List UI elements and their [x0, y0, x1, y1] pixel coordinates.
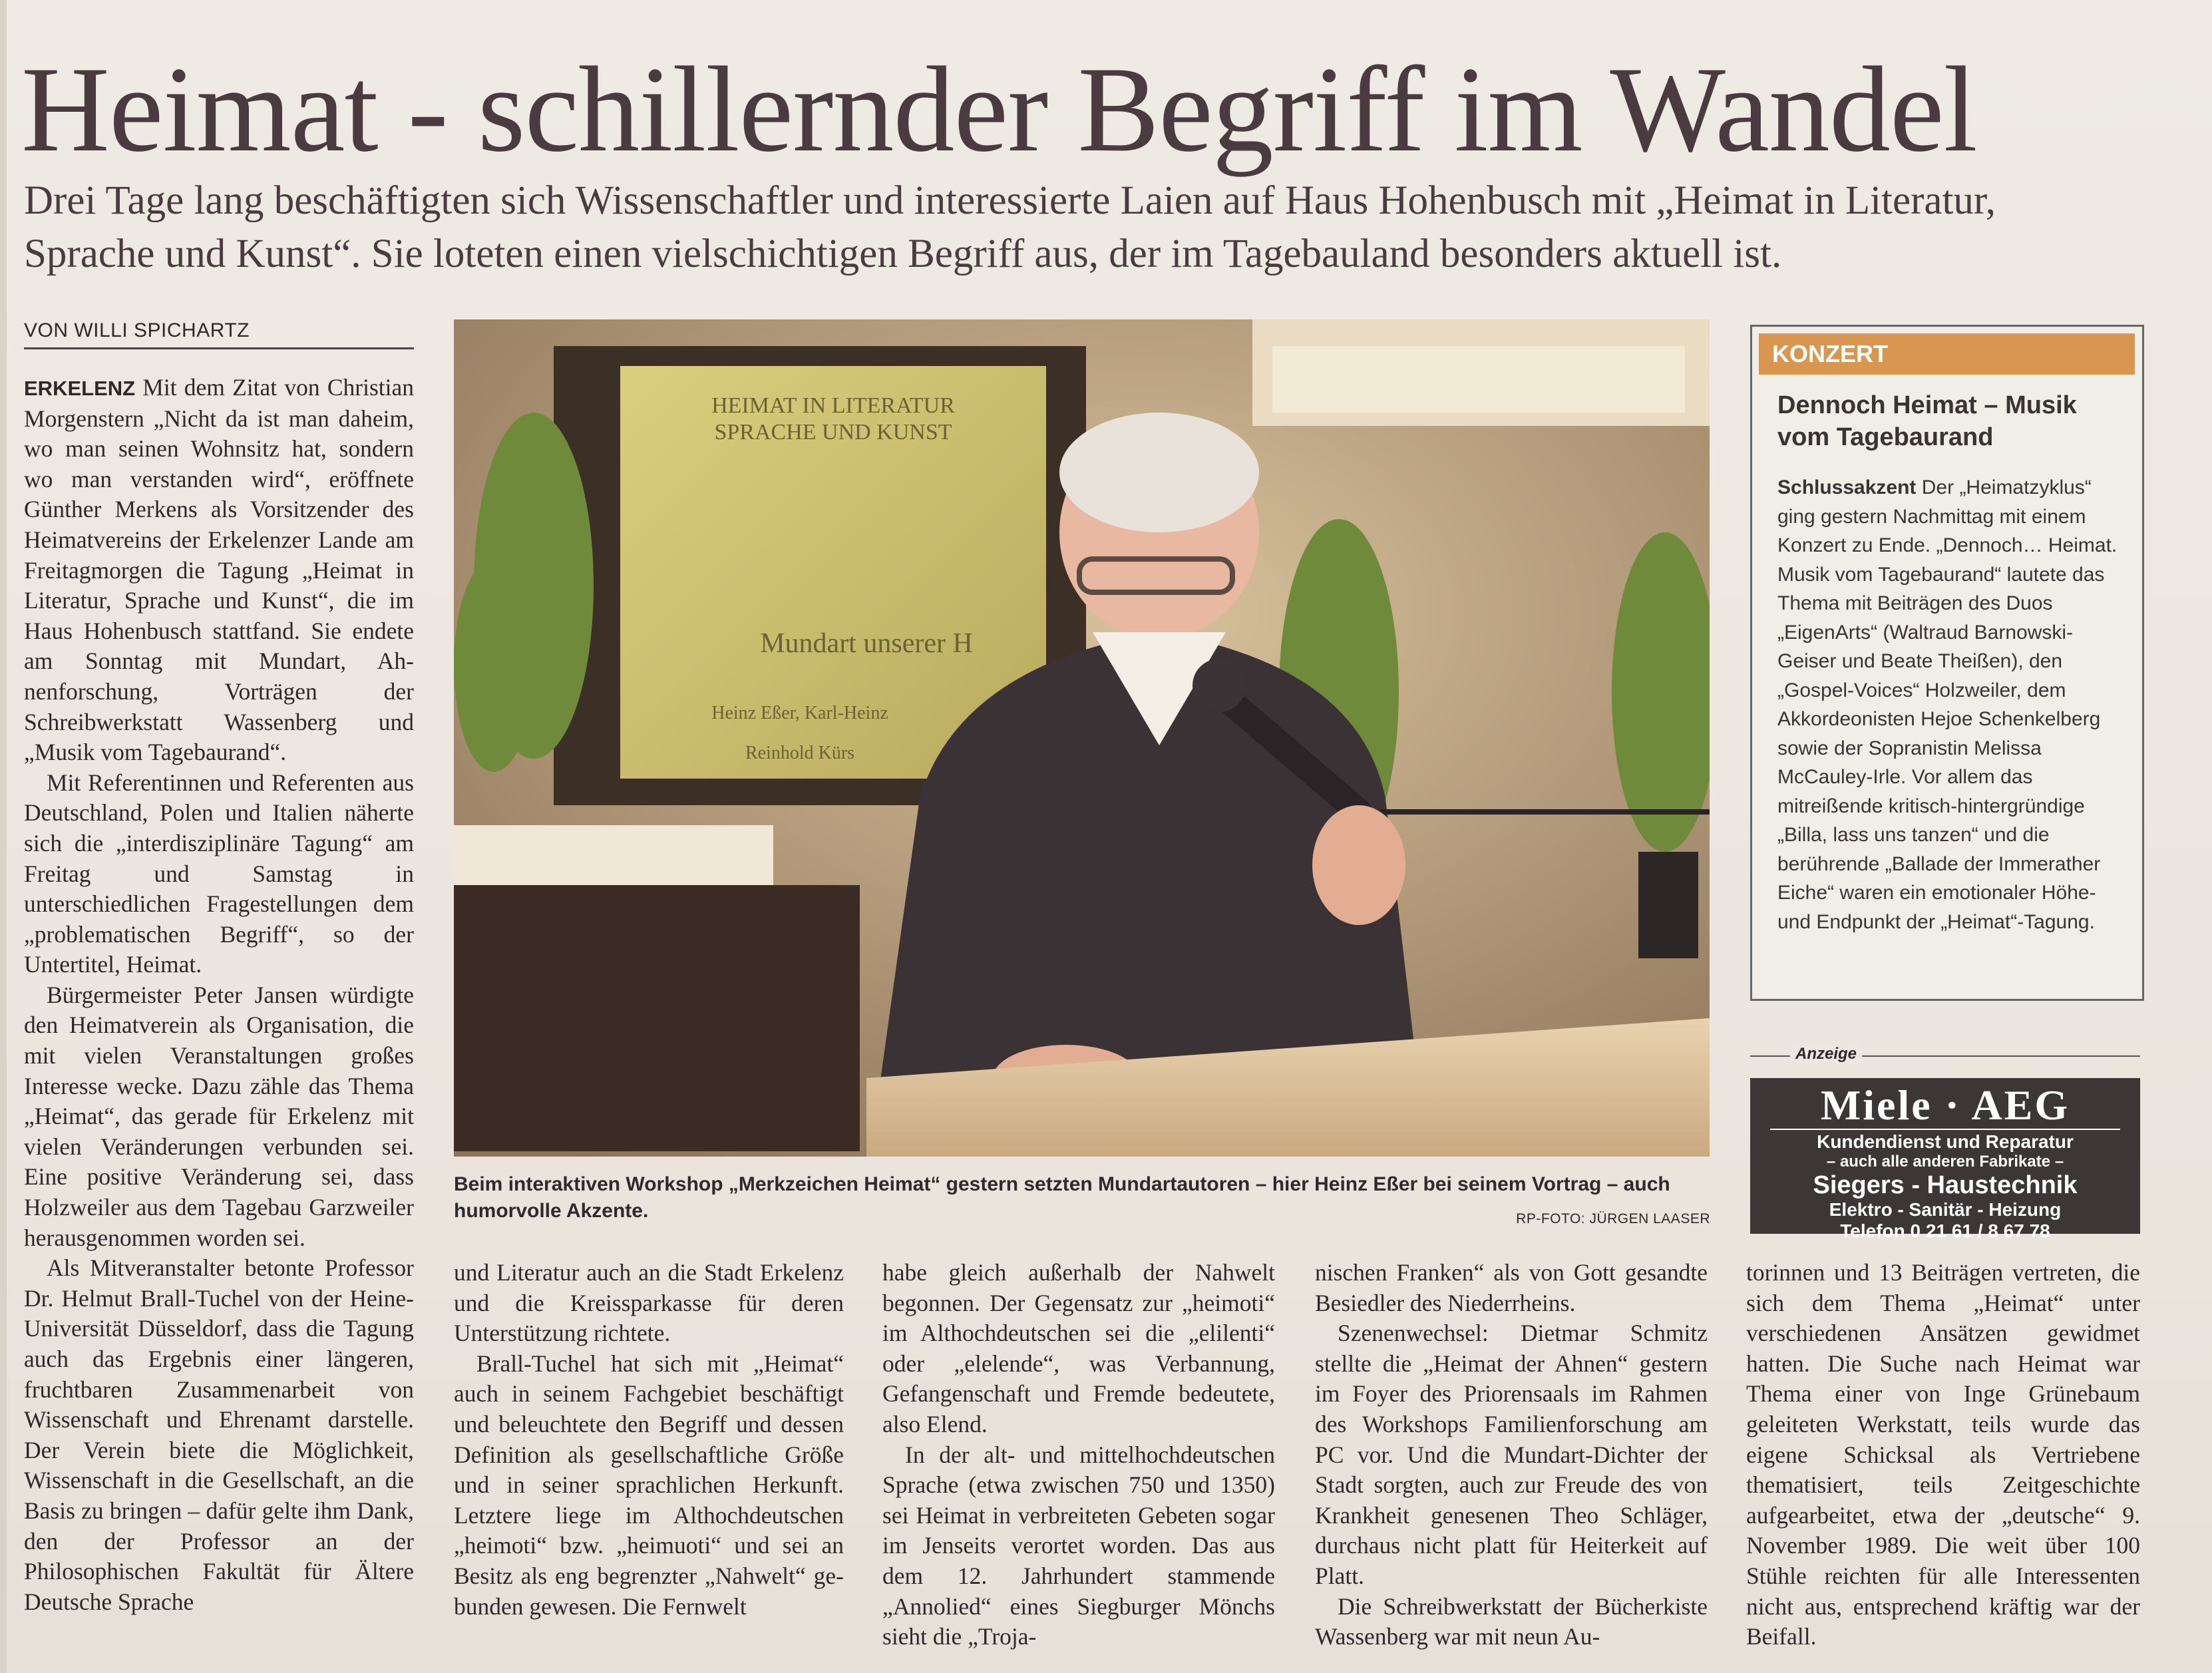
section-tag: KONZERT	[1759, 333, 2135, 375]
ad-company: Siegers - Haustechnik	[1813, 1171, 2078, 1199]
paragraph-text: Mit dem Zitat von Christian Morgenstern „Nicht da ist man daheim, wo man seinen Wohnsitz hat, sondern wo man verstanden wird“, eröffnete Günther Merkens als Vorsitzender des Heimatvereins der Erkelenzer Lande am Freitagmorgen die Tagung „Heimat in Literatur, Sprache und Kunst“, die im Haus Hohenbusch stattfand. Sie endete am Sonntag mit Mundart, Ahnenforschung, Vorträgen der Schreibwerkstatt Wassenberg und „Musik vom Tagebaurand“.	[24, 374, 414, 766]
ad-line: Elektro - Sanitär - Heizung	[1829, 1199, 2062, 1220]
article-column-2	[454, 1258, 844, 1622]
ad-label	[1750, 1045, 2140, 1065]
subhead-line: Drei Tage lang beschäftigten sich Wissenschaftler und interessierte Laien auf Haus Hohenbusch mit „Heimat in Literatur,	[24, 178, 1996, 223]
article-column-5	[1746, 1258, 2140, 1652]
article-column-1	[24, 373, 414, 1617]
paragraph: Brall-Tuchel hat sich mit „Heimat“ auch in seinem Fachgebiet beschäftigt und beleuchtete den Begriff und dessen Definition als gesellschaftliche Größe und in seiner sprachlichen Herkunft. Letztere liege im Althochdeutschen „heimoti“ bzw. „heimuoti“ und sei an Besitz als eng begrenzter „Nahwelt“ gebunden gewesen. Die Fernwelt	[454, 1350, 844, 1620]
paragraph: Als Mitveranstalter betonte Professor Dr. Helmut Brall-Tuchel von der Heine-Universität Düsseldorf, dass die Tagung auch das Ergebnis einer längeren, fruchtbaren Zusammenarbeit von Wissenschaft und Ehrenamt darstelle. Der Verein biete die Möglichkeit, Wissenschaft in die Gesellschaft, an die Basis zu bringen – dafür gelte ihm Dank, den der Professor an der Philosophischen Fakultät für Ältere Deutsche Sprache	[24, 1254, 414, 1615]
sidebar-lead: Schlussakzent	[1777, 476, 1917, 498]
article-column-4	[1315, 1258, 1708, 1652]
headline: Heimat - schillernder Begriff im Wandel	[21, 41, 1977, 177]
dateline: ERKELENZ	[24, 377, 136, 400]
paragraph: torinnen und 13 Beiträgen vertreten, die sich dem Thema „Heimat“ unter verschiedenen Ansätzen gewidmet hatten. Die Suche nach Heimat war Thema einer von Inge Grünebaum geleiteten Werkstatt, teils wurde das eigene Schicksal als Vertriebene thematisiert, teils Zeitgeschichte aufgearbeitet, etwa der „deutsche“ 9. November 1989. Die weit über 100 Stühle reichten für alle Interessenten nicht aus, entsprechend kräftig war der Beifall.	[1746, 1259, 2140, 1650]
paragraph	[24, 373, 414, 768]
paragraph: Mit Referentinnen und Referenten aus Deutschland, Polen und Italien näherte sich die „interdisziplinäre Tagung“ am Freitag und Samstag in unterschiedlichen Fragestellungen dem „problematischen Begriff“, so der Untertitel, Heimat.	[24, 769, 414, 978]
paragraph: Die Schreibwerkstatt der Bücherkiste Wassenberg war mit neun Au-	[1315, 1592, 1708, 1650]
ad-line: – auch alle anderen Fabrikate –	[1826, 1153, 2064, 1171]
article-photo	[454, 319, 1710, 1157]
paragraph: Szenenwechsel: Dietmar Schmitz stellte die „Heimat der Ahnen“ gestern im Foyer des Priorensaals im Rahmen des Workshops Familienforschung am PC vor. Und die Mundart-Dichter der Stadt sorgten, auch zur Freude des von Krankheit genesenen Theo Schläger, durchaus nicht platt für Heiterkeit auf Platt.	[1315, 1320, 1708, 1589]
slide-text: SPRACHE UND KUNST	[714, 420, 952, 445]
advertisement	[1750, 1078, 2140, 1241]
ad-line: Kundendienst und Reparatur	[1817, 1131, 2074, 1152]
sidebar-body: Der „Heimatzyklus“ ging gestern Nachmittag mit einem Konzert zu Ende. „Dennoch… Heimat. Musik vom Tagebaurand“ lautete das Thema mit Beiträgen des Duos „EigenArts“ (Waltraud Barnowski-Geiser und Beate Theißen), den „Gospel-Voices“ Holzweiler, dem Akkordeonisten Hejoe Schenkelberg sowie der Sopranistin Melissa McCauley-Irle. Vor allem das mitreißende kritisch-hintergründige „Billa, lass uns tanzen“ und die berührende „Ballade der Immerather Eiche“ waren ein emotionaler Höhe- und Endpunkt der „Heimat“-Tagung.	[1777, 476, 2118, 933]
slide-text: Heinz Eßer, Karl-Heinz	[711, 703, 888, 723]
page-edge	[0, 0, 7, 1673]
slide-text: HEIMAT IN LITERATUR	[711, 393, 955, 418]
paragraph: Bürgermeister Peter Jansen würdigte den Heimatverein als Organisation, die mit vielen Veranstaltungen großes Interesse wecke. Dazu zähle das Thema „Heimat“, das gerade für Erkelenz mit vielen Veränderungen verbunden sei. Eine positive Veränderung sei, dass Holzweiler aus dem Tagebau Garzweiler herausgenommen worden sei.	[24, 981, 414, 1251]
paragraph: In der alt- und mittelhochdeutschen Sprache (etwa zwischen 750 und 1350) sei Heimat in verbreiteten Gebeten sogar im Jenseits verortet worden. Das aus dem 12. Jahrhundert stammende „Annolied“ eines Siegburger Mönchs sieht die „Troja-	[882, 1441, 1275, 1650]
concert-sidebar	[1750, 325, 2144, 1001]
paragraph: habe gleich außerhalb der Nahwelt begonnen. Der Gegensatz zur „heimoti“ im Althochdeutschen sei die „elilenti“ oder „elelende“, was Verbannung, Gefangenschaft und Fremde bedeutete, also Elend.	[882, 1259, 1275, 1437]
photo-caption: Beim interaktiven Workshop „Merkzeichen Heimat“ gestern setzten Mundartautoren – hier Heinz Eßer bei seinem Vortrag – auch humorvolle Akzente.	[454, 1173, 1670, 1222]
subhead-line: Sprache und Kunst“. Sie loteten einen vielschichtigen Begriff aus, der im Tagebauland besonders aktuell ist.	[24, 232, 1782, 276]
byline: VON WILLI SPICHARTZ	[24, 319, 414, 349]
photo-credit: RP-FOTO: JÜRGEN LAASER	[1516, 1211, 1710, 1226]
sidebar-text	[1777, 473, 2123, 936]
paragraph: nischen Franken“ als von Gott gesandte Besiedler des Niederrheins.	[1315, 1259, 1708, 1316]
ad-label-text: Anzeige	[1790, 1045, 1862, 1063]
subheadline	[24, 174, 2193, 281]
ad-phone: Telefon 0 21 61 / 8 67 78	[1840, 1220, 2050, 1241]
article-column-3	[882, 1258, 1275, 1652]
paragraph: und Literatur auch an die Stadt Erkelenz und die Kreissparkasse für deren Unterstützung richtete.	[454, 1259, 844, 1347]
ad-brand: Miele · AEG	[1820, 1081, 2070, 1129]
slide-text: Reinhold Kürs	[745, 743, 855, 763]
ad-divider	[1770, 1129, 2120, 1130]
slide-text: Mundart unserer H	[760, 628, 973, 659]
sidebar-title: Dennoch Heimat – Musik vom Tagebaurand	[1777, 391, 2077, 451]
